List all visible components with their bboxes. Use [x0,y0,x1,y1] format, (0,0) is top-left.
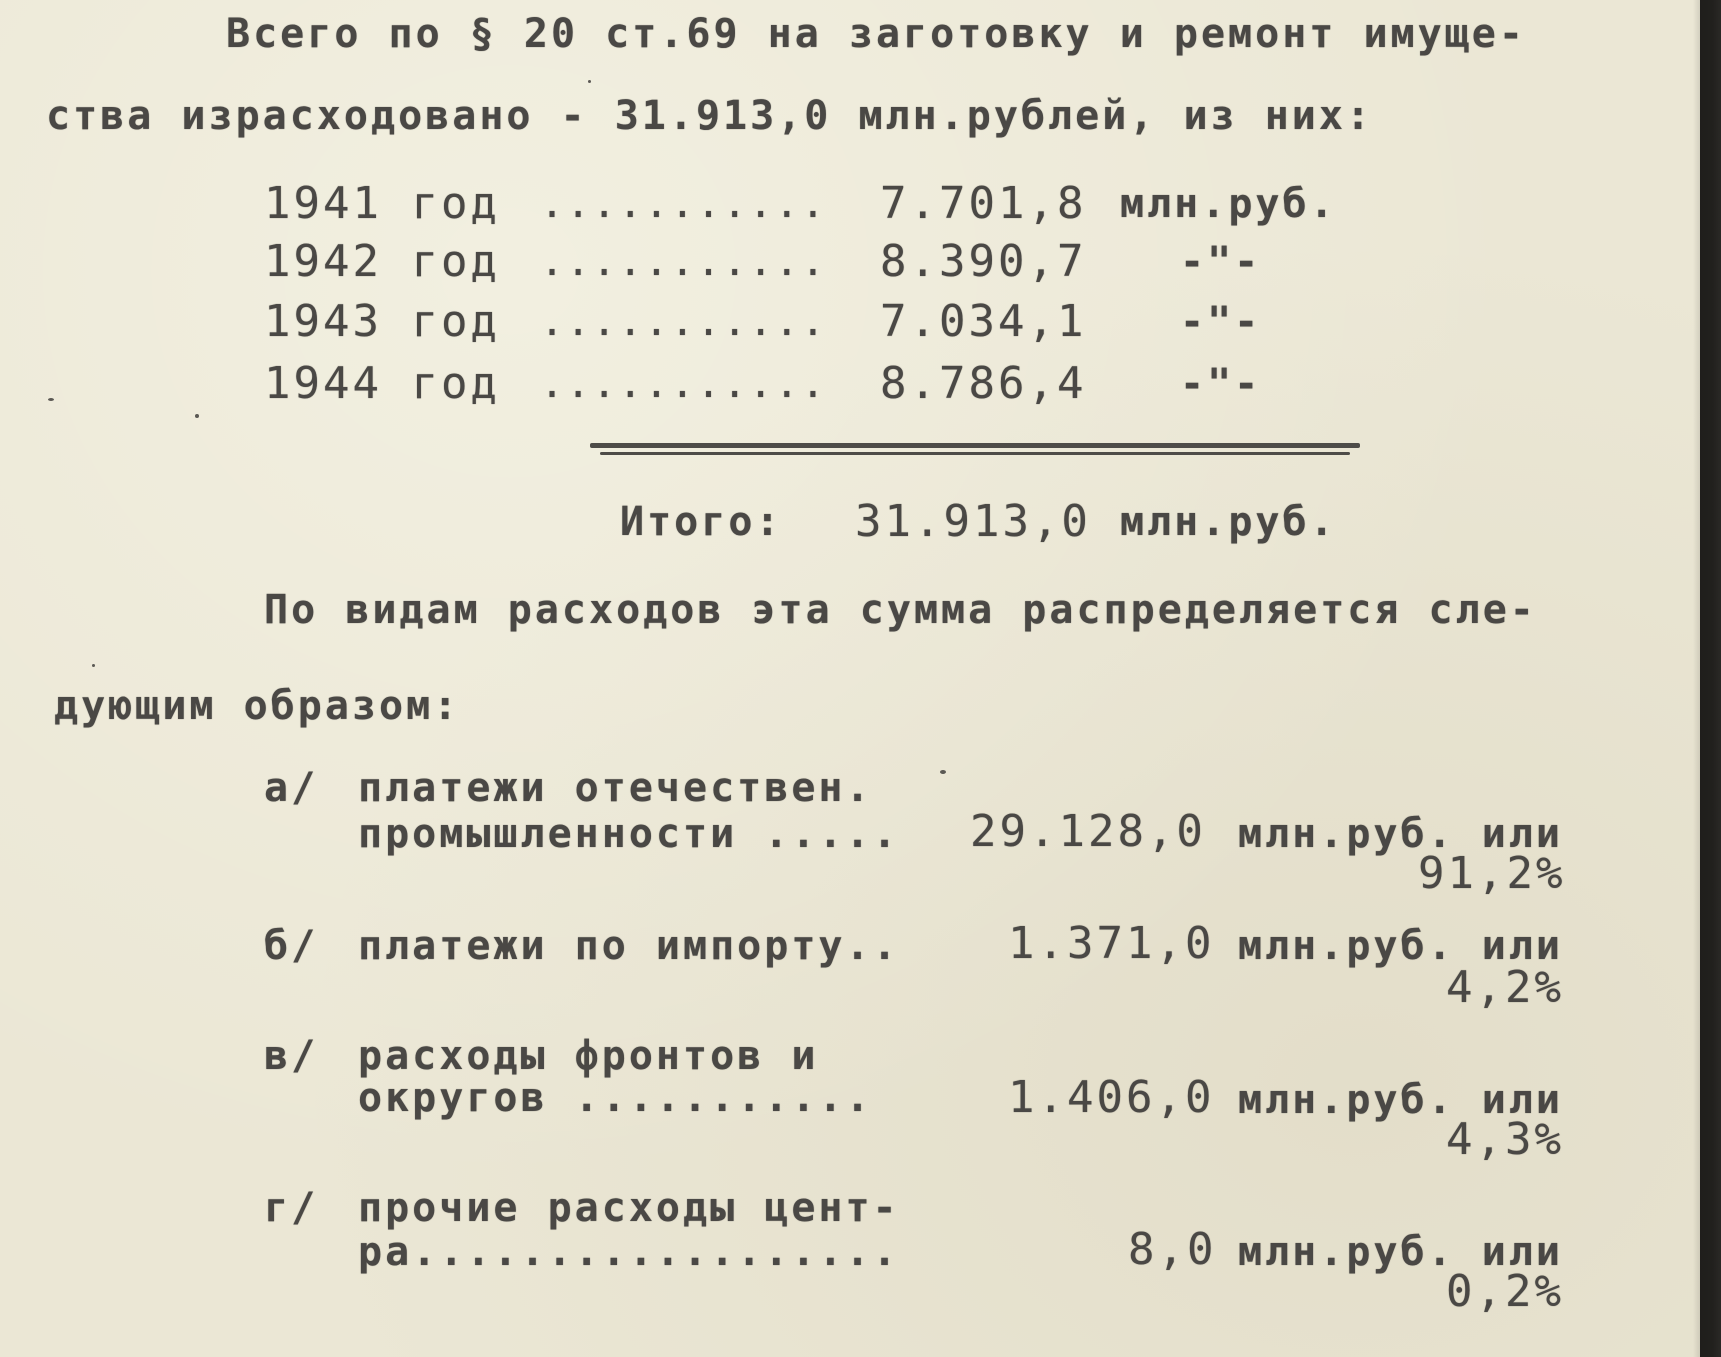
item-text-line-2: промышленности ..... [358,811,900,857]
year-label-1944: 1944 год [264,358,500,409]
paper-speck [195,414,199,418]
year-label-1941: 1941 год [264,178,500,229]
ditto-mark: -"- [1180,239,1262,285]
item-text-line-1: платежи по импорту.. [358,923,900,969]
sum-rule [590,443,1360,448]
item-text-line-1: прочие расходы цент- [358,1185,900,1231]
total-label: Итого: [620,499,783,545]
item-text-line-2: округов ........... [358,1075,873,1121]
paper-speck [940,770,946,774]
ditto-mark: -"- [1180,361,1262,407]
item-value: 1.406,0 [1008,1072,1215,1123]
item-marker: в/ [264,1033,319,1079]
leader-dots: ........... [540,181,827,227]
item-text-line-2: ра.................. [358,1229,900,1275]
year-unit-1941: млн.руб. [1120,181,1337,227]
intro-line-2: ства израсходовано - 31.913,0 млн.рублей, из них: [46,93,1374,139]
total-unit: млн.руб. [1120,499,1337,545]
item-percent: 4,3% [1446,1114,1564,1165]
item-unit: млн.руб. или [1238,811,1563,857]
paper-speck [92,664,95,667]
item-marker: г/ [264,1185,319,1231]
item-percent: 4,2% [1446,962,1564,1013]
item-unit: млн.руб. или [1238,1229,1563,1275]
leader-dots: ........... [540,299,827,345]
year-value-1942: 8.390,7 [880,236,1087,287]
intro-line-1: Всего по § 20 ст.69 на заготовку и ремонт имуще- [226,11,1526,57]
year-value-1941: 7.701,8 [880,178,1087,229]
distribution-line-1: По видам расходов эта сумма распределяется сле- [264,587,1537,633]
scan-edge-shadow [1693,0,1721,1357]
paper-speck [48,398,54,401]
item-value: 8,0 [1128,1224,1217,1275]
paper-speck [588,80,591,83]
year-value-1943: 7.034,1 [880,296,1087,347]
total-value: 31.913,0 [855,496,1091,547]
item-text-line-1: расходы фронтов и [358,1033,819,1079]
year-label-1943: 1943 год [264,296,500,347]
distribution-line-2: дующим образом: [54,683,461,729]
item-marker: а/ [264,765,319,811]
item-unit: млн.руб. или [1238,923,1563,969]
item-value: 29.128,0 [970,806,1206,857]
item-percent: 0,2% [1446,1266,1564,1317]
leader-dots: ........... [540,361,827,407]
sum-rule-second [600,452,1350,455]
item-text-line-1: платежи отечествен. [358,765,873,811]
item-percent: 91,2% [1418,848,1566,899]
year-label-1942: 1942 год [264,236,500,287]
leader-dots: ........... [540,239,827,285]
ditto-mark: -"- [1180,299,1262,345]
year-value-1944: 8.786,4 [880,358,1087,409]
item-value: 1.371,0 [1008,918,1215,969]
item-unit: млн.руб. или [1238,1077,1563,1123]
item-marker: б/ [264,923,319,969]
